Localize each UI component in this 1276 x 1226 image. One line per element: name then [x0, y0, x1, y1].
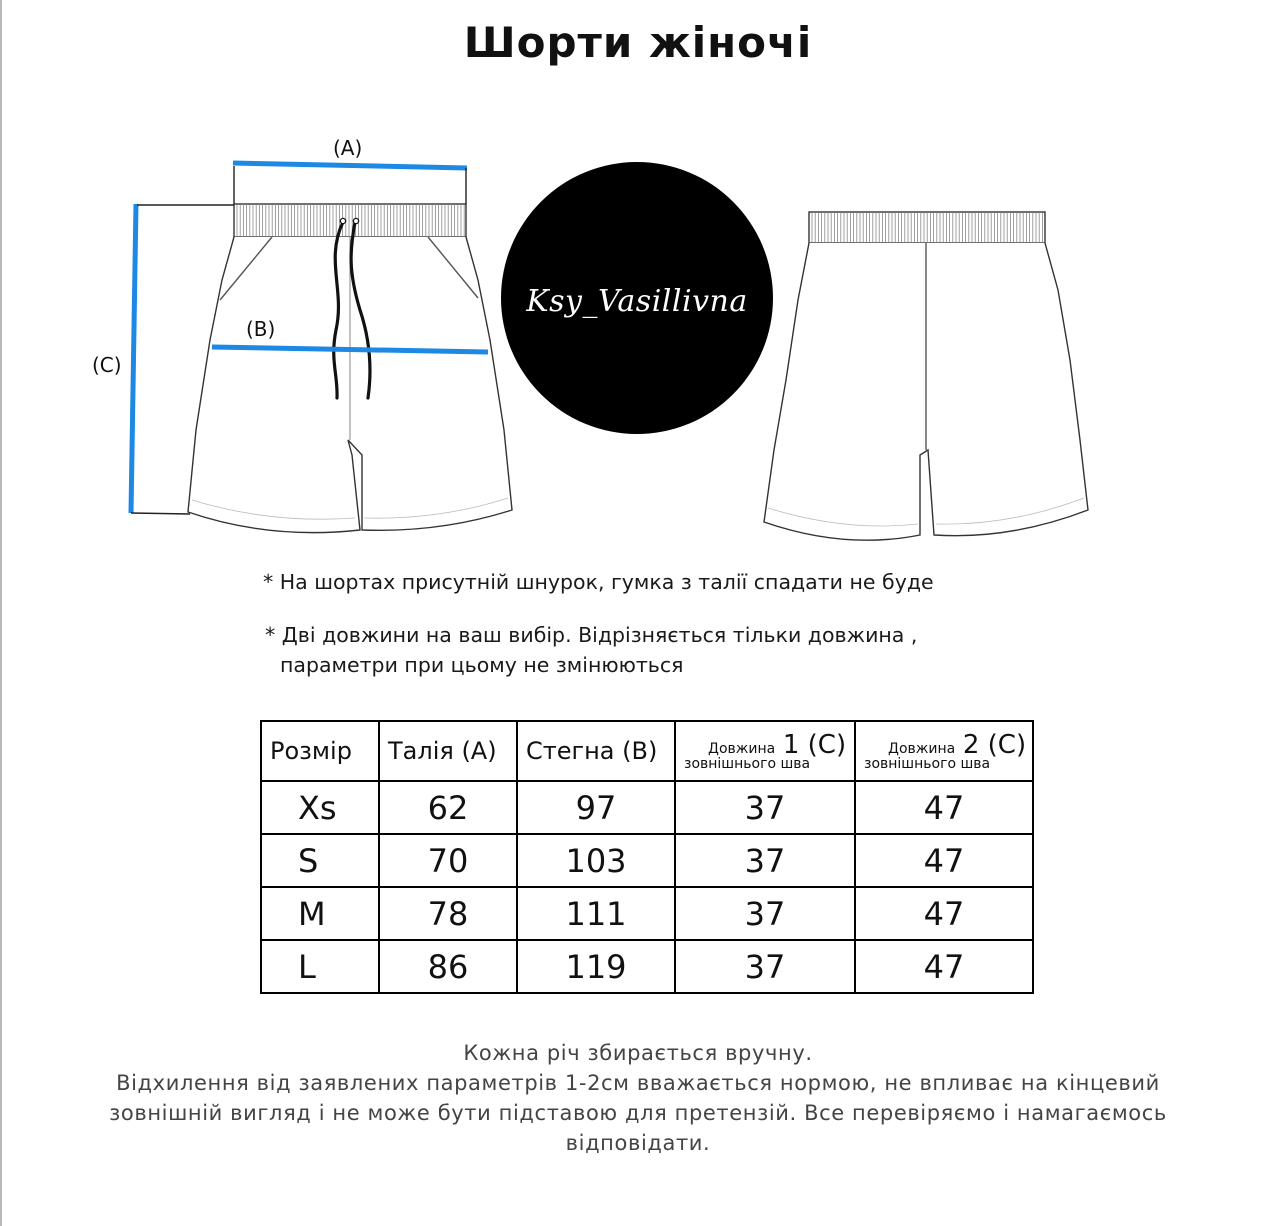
logo-text: Ksy_Vasillivna	[526, 284, 748, 319]
length-2-cell: 47	[855, 781, 1033, 834]
header-hips: Стегна (В)	[517, 721, 675, 781]
hips-cell: 111	[517, 887, 675, 940]
header-length-2-word: Довжина	[888, 741, 956, 757]
dimension-c-label: (C)	[92, 353, 122, 377]
size-table	[260, 720, 1034, 994]
back-shorts-drawing	[764, 212, 1088, 540]
waist-cell: 78	[379, 887, 517, 940]
dimension-c-line	[131, 204, 136, 513]
header-length-2	[855, 721, 1033, 781]
header-length-1-word: Довжина	[708, 741, 776, 757]
waist-cell: 86	[379, 940, 517, 993]
hips-cell: 119	[517, 940, 675, 993]
size-cell: Xs	[261, 781, 379, 834]
footer-line-3: зовнішній вигляд і не може бути підставою для претензій. Все перевіряємо і намагаємось	[109, 1101, 1167, 1125]
hips-cell: 103	[517, 834, 675, 887]
size-cell: S	[261, 834, 379, 887]
note-drawstring: * На шортах присутній шнурок, гумка з талії спадати не буде	[263, 570, 934, 594]
header-length-2-sub: зовнішнього шва	[864, 756, 991, 772]
table-row	[261, 781, 1033, 834]
page-title: Шорти жіночі	[463, 18, 813, 67]
footer-line-1: Кожна річ збирається вручну.	[463, 1041, 813, 1065]
table-row	[261, 887, 1033, 940]
header-length-1	[675, 721, 855, 781]
footer-disclaimer	[0, 1038, 1276, 1158]
size-table-header	[261, 721, 1033, 781]
hips-cell: 97	[517, 781, 675, 834]
table-row	[261, 940, 1033, 993]
header-size: Розмір	[261, 721, 379, 781]
length-1-cell: 37	[675, 781, 855, 834]
dimension-a	[233, 136, 467, 204]
size-cell: M	[261, 887, 379, 940]
length-2-cell: 47	[855, 940, 1033, 993]
note-lengths-cont: параметри при цьому не змінюються	[280, 653, 684, 677]
header-waist: Талія (А)	[379, 721, 517, 781]
eyelet-right	[353, 218, 358, 223]
shorts-diagram	[0, 0, 1276, 560]
header-length-1-sub: зовнішнього шва	[684, 756, 811, 772]
dimension-a-line	[233, 163, 467, 168]
header-length-2-num: 2 (С)	[962, 730, 1027, 760]
length-2-cell: 47	[855, 887, 1033, 940]
length-1-cell: 37	[675, 940, 855, 993]
footer-line-4: відповідати.	[565, 1131, 711, 1155]
waist-cell: 62	[379, 781, 517, 834]
header-length-1-num: 1 (С)	[782, 730, 847, 760]
length-2-cell: 47	[855, 834, 1033, 887]
eyelet-left	[340, 218, 345, 223]
length-1-cell: 37	[675, 887, 855, 940]
dimension-b-label: (B)	[246, 317, 276, 341]
waist-cell: 70	[379, 834, 517, 887]
footer-line-2: Відхилення від заявлених параметрів 1-2см вважається нормою, не впливає на кінцевий	[116, 1071, 1160, 1095]
length-1-cell: 37	[675, 834, 855, 887]
table-row	[261, 834, 1033, 887]
size-cell: L	[261, 940, 379, 993]
dimension-a-label: (A)	[333, 136, 363, 160]
note-lengths: * Дві довжини на ваш вибір. Відрізняється тільки довжина ,	[265, 623, 918, 647]
